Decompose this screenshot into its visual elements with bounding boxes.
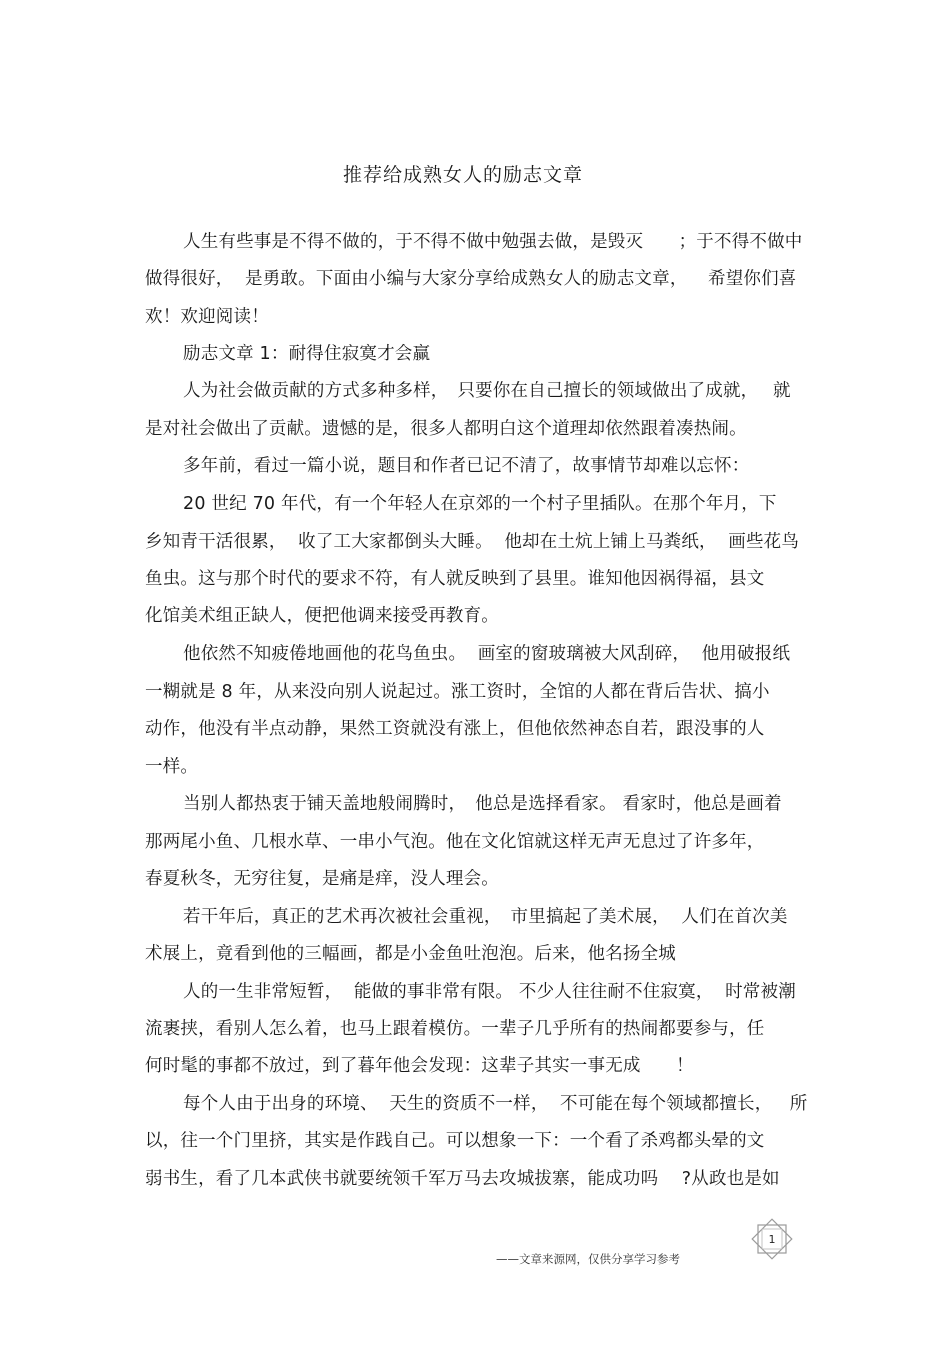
text-line: 春夏秋冬，无穷往复，是痛是痒，没人理会。 bbox=[145, 869, 499, 889]
text-line: 欢！欢迎阅读！ bbox=[145, 307, 269, 327]
text-line: 化馆美术组正缺人，便把他调来接受再教育。 bbox=[145, 606, 499, 626]
footer-source-note: ——文章来源网，仅供分享学习参考 bbox=[496, 1252, 680, 1266]
text-line: 人为社会做贡献的方式多种多样， 只要你在自己擅长的领域做出了成就， 就 bbox=[183, 381, 791, 401]
page-number: 1 bbox=[768, 1233, 776, 1246]
page-title: 推荐给成熟女人的励志文章 bbox=[342, 164, 583, 186]
text-line: 做得很好， 是勇敢。下面由小编与大家分享给成熟女人的励志文章， 希望你们喜 bbox=[145, 269, 797, 289]
text-line: 是对社会做出了贡献。遗憾的是，很多人都明白这个道理却依然跟着凑热闹。 bbox=[145, 419, 747, 439]
text-line: 人生有些事是不得不做的，于不得不做中勉强去做，是毁灭 ；于不得不做中 bbox=[183, 232, 803, 252]
text-line: 乡知青干活很累， 收了工大家都倒头大睡。 他却在土炕上铺上马粪纸， 画些花鸟 bbox=[145, 532, 800, 552]
text-line: 鱼虫。这与那个时代的要求不符，有人就反映到了县里。谁知他因祸得福，县文 bbox=[145, 569, 765, 589]
text-line: 若干年后，真正的艺术再次被社会重视， 市里搞起了美术展， 人们在首次美 bbox=[183, 907, 788, 927]
text-line: 术展上，竟看到他的三幅画，都是小金鱼吐泡泡。后来，他名扬全城 bbox=[145, 944, 676, 964]
text-line: 一样。 bbox=[145, 757, 199, 777]
text-line: 以，往一个门里挤，其实是作践自己。可以想象一下：一个看了杀鸡都头晕的文 bbox=[145, 1131, 765, 1151]
text-line: 那两尾小鱼、几根水草、一串小气泡。他在文化馆就这样无声无息过了许多年， bbox=[145, 832, 765, 852]
text-line: 他依然不知疲倦地画他的花鸟鱼虫。 画室的窗玻璃被大风刮碎， 他用破报纸 bbox=[183, 644, 791, 664]
section-heading: 励志文章 1：耐得住寂寞才会赢 bbox=[183, 344, 431, 364]
text-line: 每个人由于出身的环境、 天生的资质不一样， 不可能在每个领域都擅长， 所 bbox=[183, 1094, 808, 1114]
text-line: 当别人都热衷于铺天盖地般闹腾时， 他总是选择看家。 看家时，他总是画着 bbox=[183, 794, 782, 814]
text-line: 多年前，看过一篇小说，题目和作者已记不清了，故事情节却难以忘怀： bbox=[183, 456, 750, 476]
text-line: 一糊就是 8 年，从来没向别人说起过。涨工资时，全馆的人都在背后告状、搞小 bbox=[145, 682, 770, 702]
text-line: 人的一生非常短暂， 能做的事非常有限。 不少人往往耐不住寂寞， 时常被潮 bbox=[183, 982, 796, 1002]
text-line: 20 世纪 70 年代，有一个年轻人在京郊的一个村子里插队。在那个年月，下 bbox=[183, 494, 777, 514]
text-line: 弱书生，看了几本武侠书就要统领千军万马去攻城拔寨，能成功吗 ?从政也是如 bbox=[145, 1169, 780, 1189]
text-line: 流裹挟，看别人怎么着，也马上跟着模仿。一辈子几乎所有的热闹都要参与，任 bbox=[145, 1019, 765, 1039]
text-line: 动作，他没有半点动静，果然工资就没有涨上，但他依然神态自若，跟没事的人 bbox=[145, 719, 765, 739]
text-line: 何时髦的事都不放过，到了暮年他会发现：这辈子其实一事无成 ！ bbox=[145, 1056, 694, 1076]
